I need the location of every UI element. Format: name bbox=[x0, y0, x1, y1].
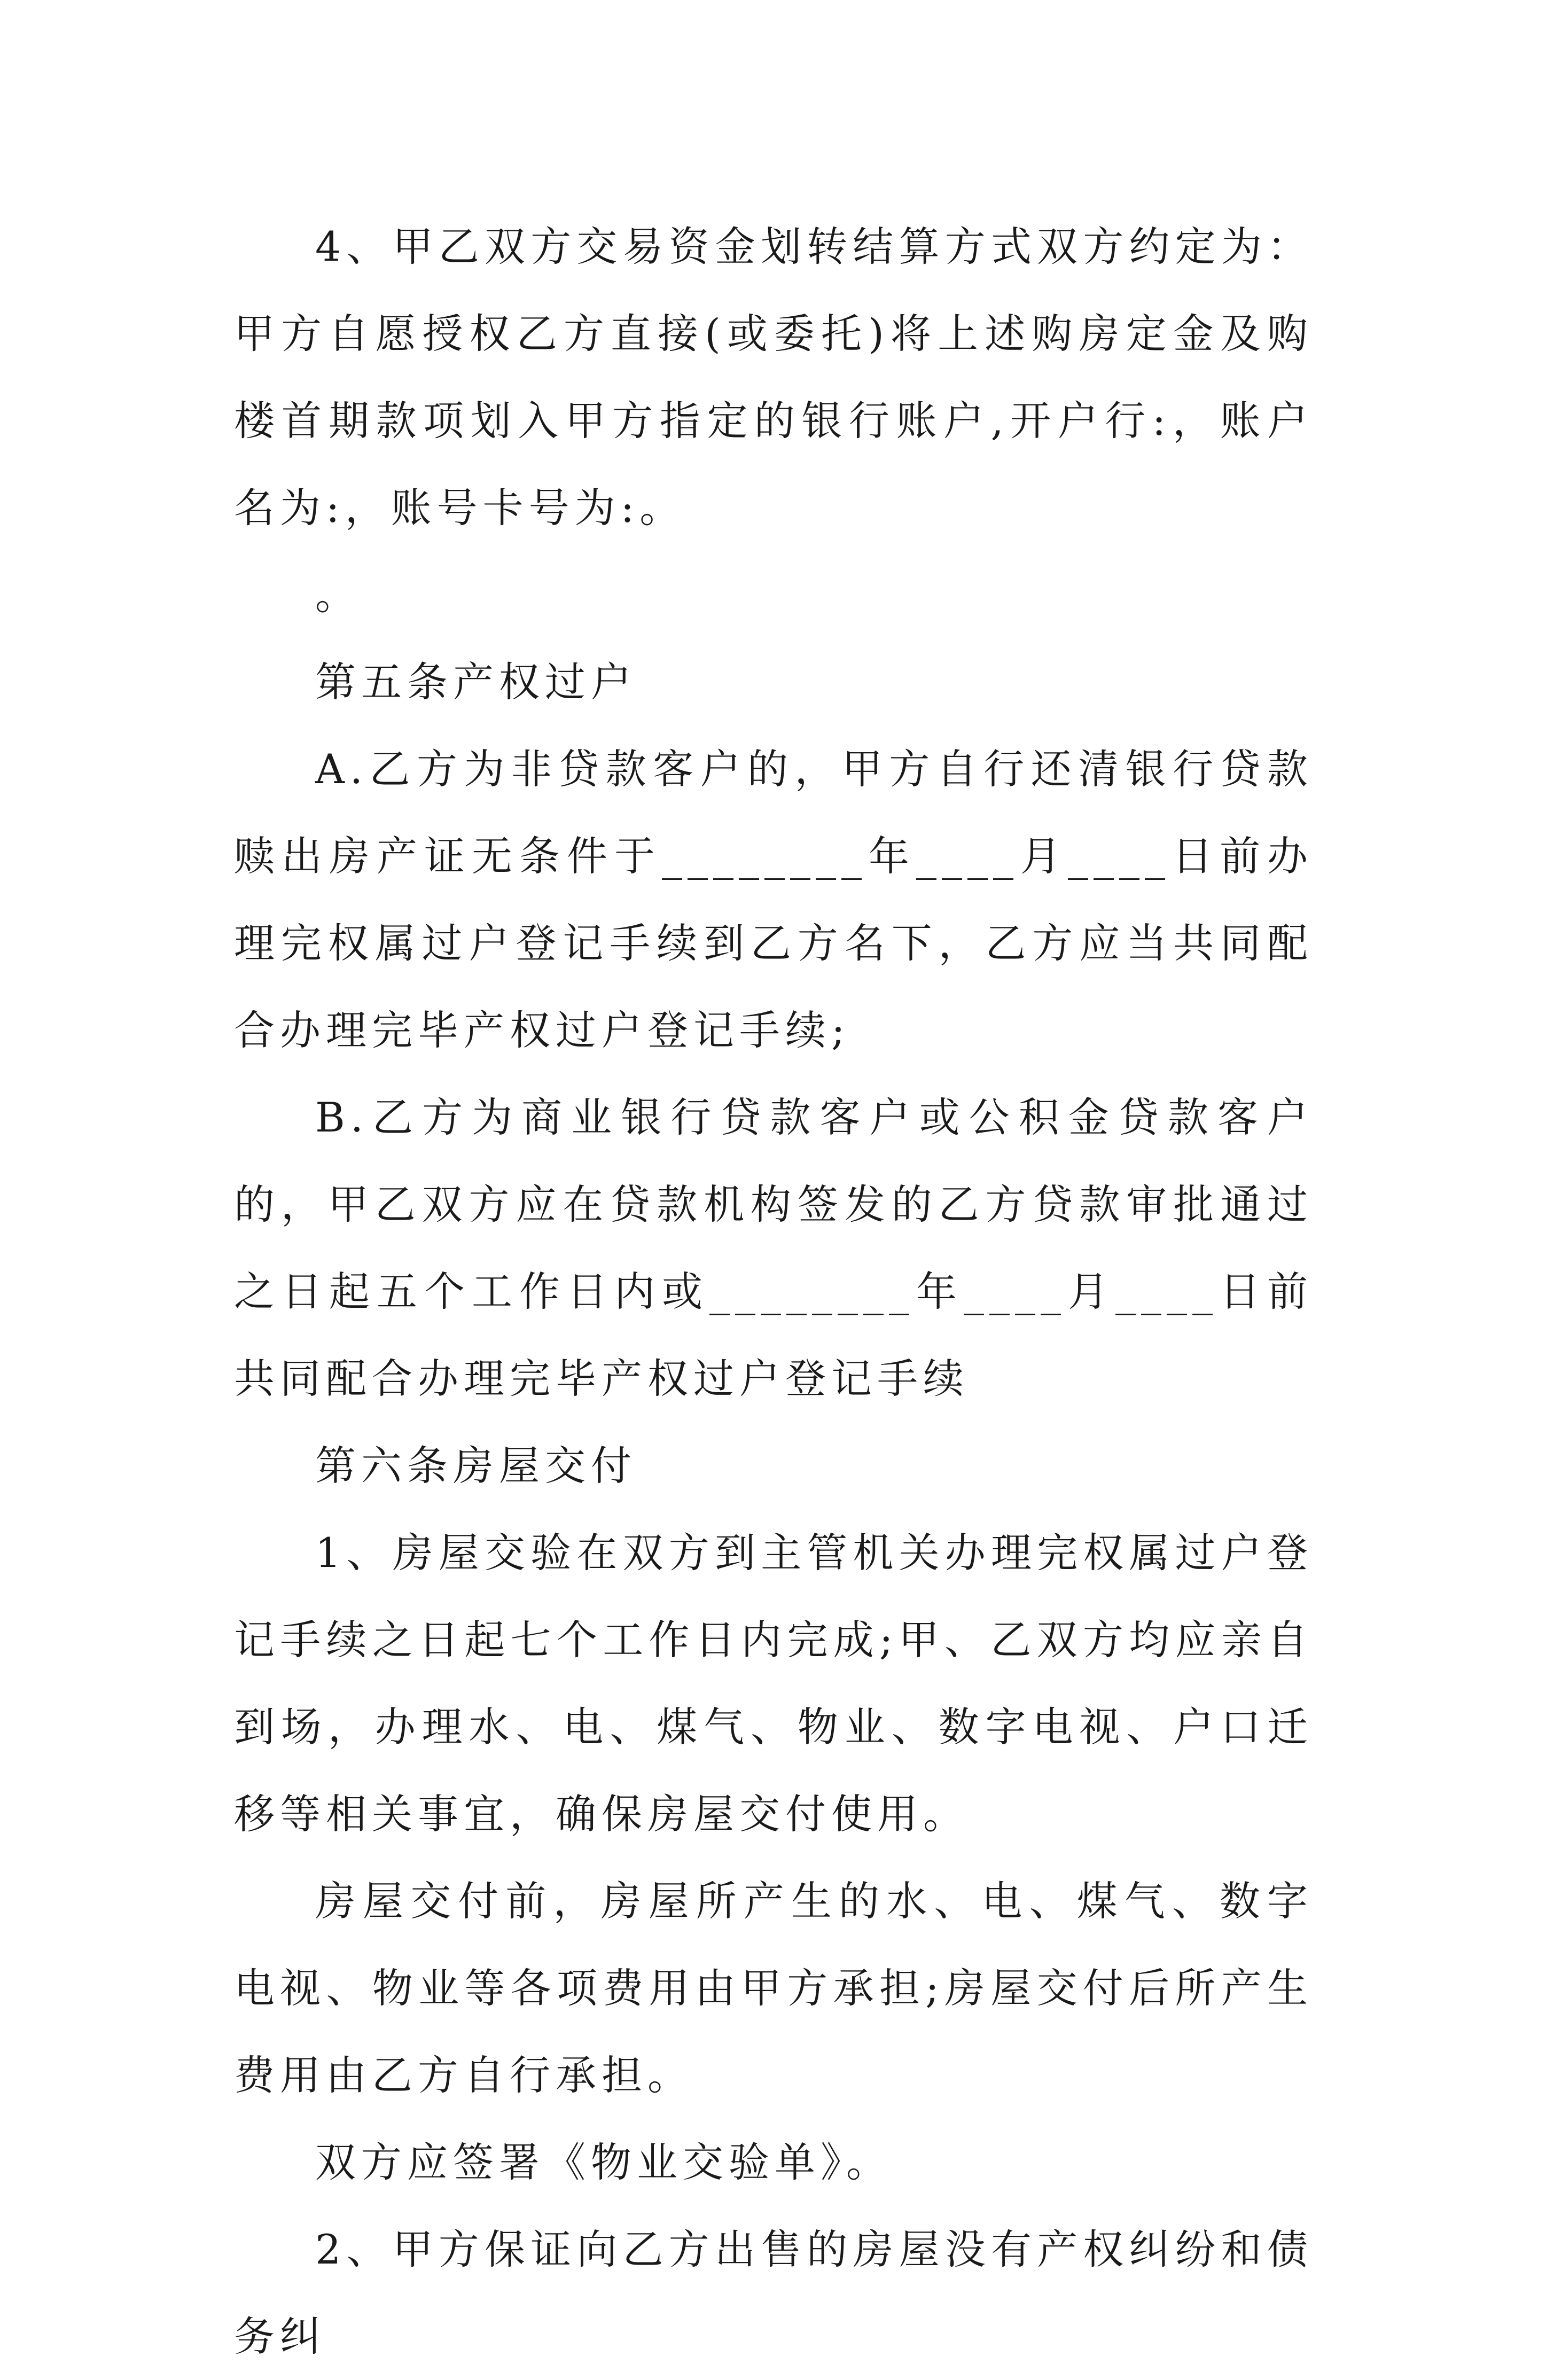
paragraph-period-mark: 。 bbox=[315, 571, 361, 619]
paragraph-clause-a: A.乙方为非贷款客户的，甲方自行还清银行贷款赎出房产证无条件于________年____月____日前办理完权属过户登记手续到乙方名下，乙方应当共同配合办理完毕产权过户登记手续; bbox=[234, 745, 1313, 1054]
article-5-heading: 第五条产权过户 bbox=[315, 658, 637, 706]
paragraph-clause-b: B.乙方为商业银行贷款客户或公积金贷款客户的，甲乙双方应在贷款机构签发的乙方贷款审批通过之日起五个工作日内或________年____月____日前共同配合办理完毕产权过户登记手续 bbox=[234, 1094, 1313, 1402]
article-6-heading: 第六条房屋交付 bbox=[315, 1442, 637, 1489]
document-body bbox=[234, 203, 1313, 2380]
paragraph-guarantee: 2、甲方保证向乙方出售的房屋没有产权纠纷和债务纠 bbox=[234, 2226, 1313, 2360]
paragraph-settlement-method: 4、甲乙双方交易资金划转结算方式双方约定为：甲方自愿授权乙方直接(或委托)将上述购房定金及购楼首期款项划入甲方指定的银行账户,开户行:，账户名为:，账号卡号为:。 bbox=[234, 223, 1313, 532]
paragraph-house-inspection: 1、房屋交验在双方到主管机关办理完权属过户登记手续之日起七个工作日内完成;甲、乙双方均应亲自到场，办理水、电、煤气、物业、数字电视、户口迁移等相关事宜，确保房屋交付使用。 bbox=[234, 1529, 1313, 1838]
paragraph-property-form: 双方应签署《物业交验单》。 bbox=[315, 2139, 892, 2186]
paragraph-fees: 房屋交付前，房屋所产生的水、电、煤气、数字电视、物业等各项费用由甲方承担;房屋交付后所产生费用由乙方自行承担。 bbox=[234, 1877, 1313, 2099]
